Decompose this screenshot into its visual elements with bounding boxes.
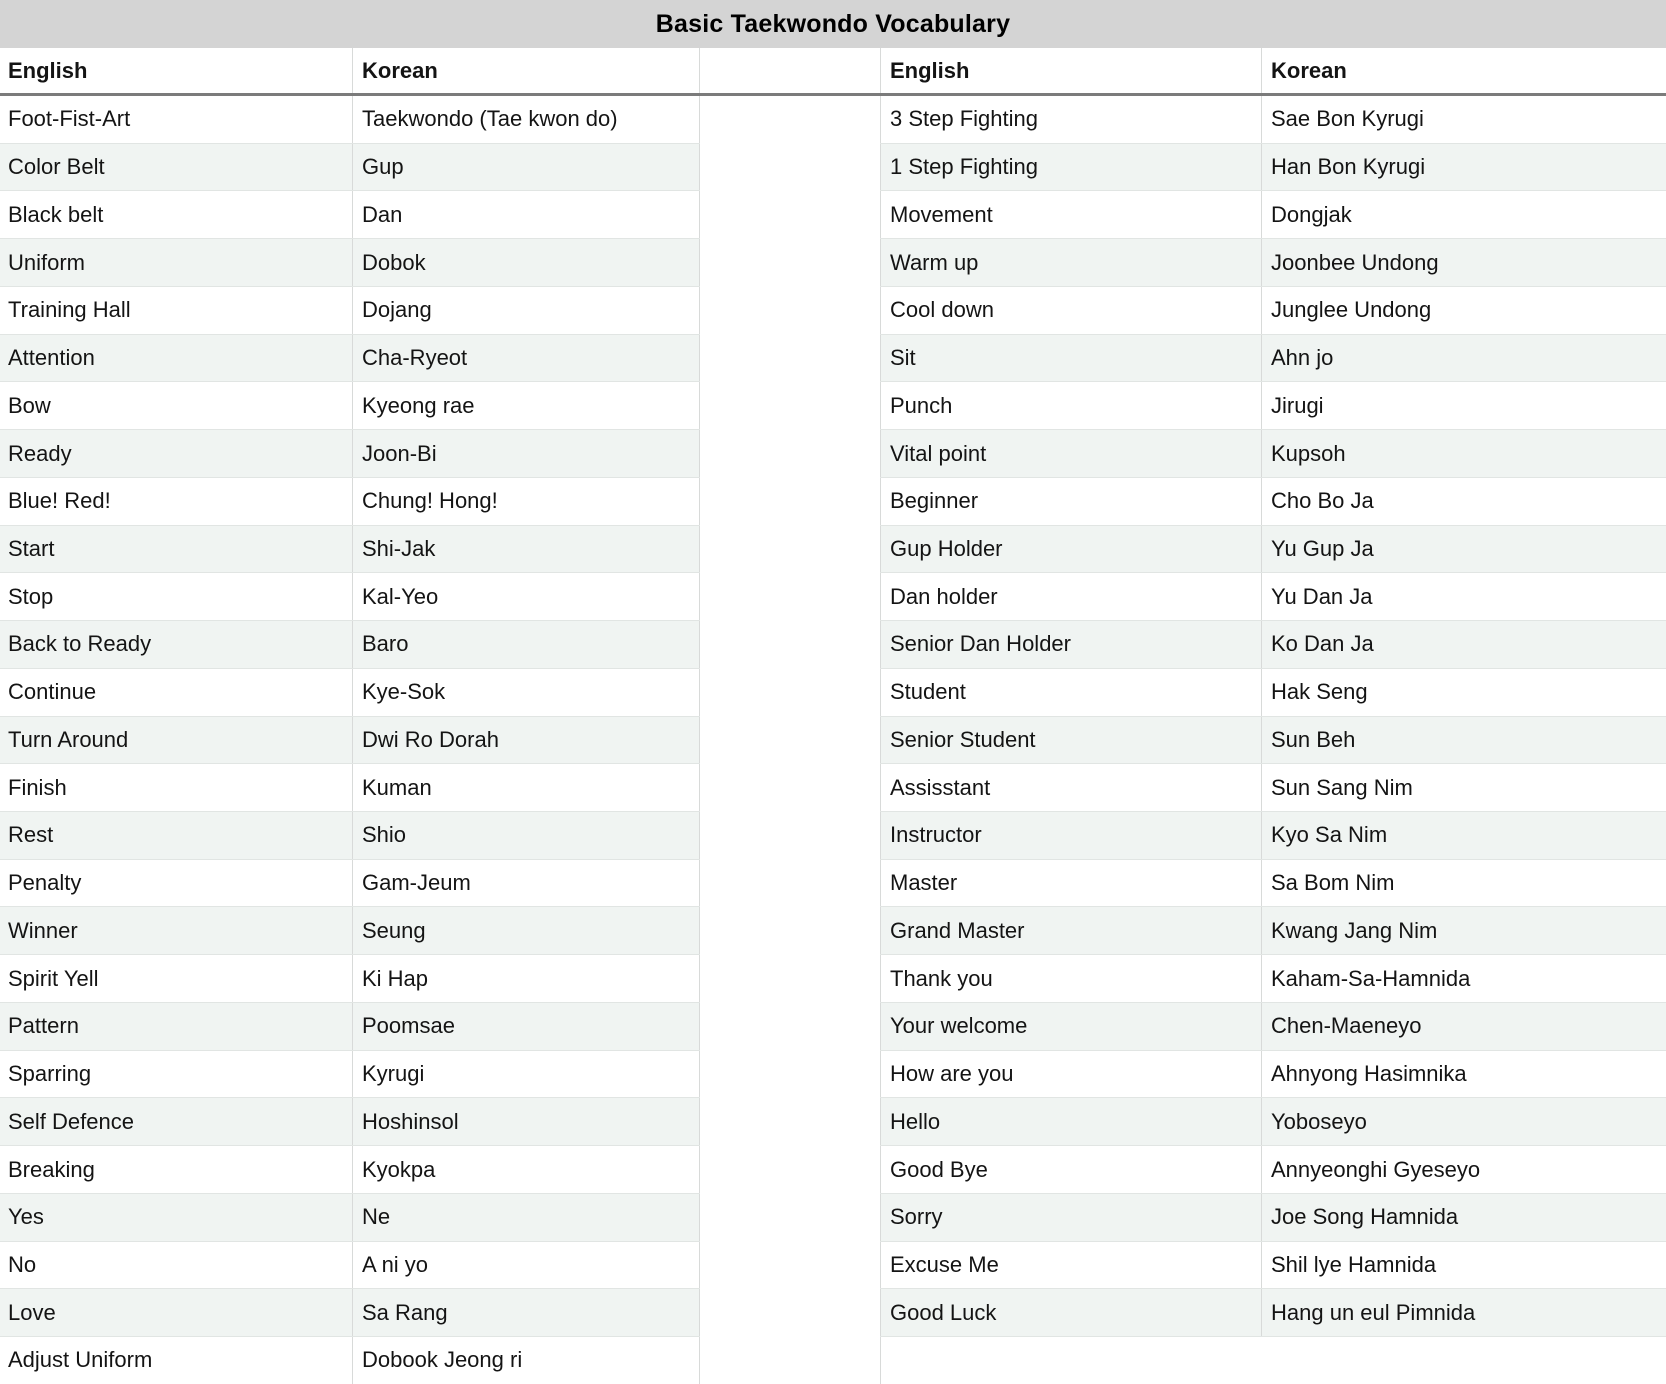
table-row [0, 478, 700, 526]
table-row [880, 144, 1666, 192]
right-column-header-english: English [880, 48, 1261, 93]
english-term-cell: Back to Ready [8, 631, 152, 657]
korean-term-cell: Kyo Sa Nim [1261, 812, 1666, 859]
english-term-cell: Yes [8, 1204, 44, 1230]
korean-term-cell: Shi-Jak [352, 526, 700, 573]
table-row [880, 239, 1666, 287]
table-row [880, 955, 1666, 1003]
table-row [880, 1289, 1666, 1337]
korean-term-cell: Dwi Ro Dorah [352, 717, 700, 764]
right-table [880, 48, 1666, 1384]
table-row [0, 860, 700, 908]
korean-term-cell: Kal-Yeo [352, 573, 700, 620]
table-row [880, 526, 1666, 574]
spacer-header-row [700, 48, 880, 96]
korean-term-cell: Gam-Jeum [352, 860, 700, 907]
korean-term-cell: Yu Dan Ja [1261, 573, 1666, 620]
korean-term-cell: Dongjak [1261, 191, 1666, 238]
table-row [880, 335, 1666, 383]
left-column-header-korean: Korean [352, 48, 700, 93]
table-row [0, 239, 700, 287]
english-term-cell: Bow [8, 392, 51, 418]
english-term-cell: 3 Step Fighting [880, 96, 1261, 143]
left-table-header-row [0, 48, 700, 96]
english-term-cell: Gup Holder [880, 526, 1261, 573]
table-row [880, 1003, 1666, 1051]
korean-term-cell: Sun Sang Nim [1261, 764, 1666, 811]
table-row [0, 144, 700, 192]
korean-term-cell: Annyeonghi Gyeseyo [1261, 1146, 1666, 1193]
korean-term-cell: Junglee Undong [1261, 287, 1666, 334]
english-term-cell: Foot-Fist-Art [8, 106, 131, 132]
korean-term-cell: Han Bon Kyrugi [1261, 144, 1666, 191]
korean-term-cell: Baro [352, 621, 700, 668]
korean-term-cell: Ki Hap [352, 955, 700, 1002]
korean-term-cell: Kuman [352, 764, 700, 811]
table-row [0, 1194, 700, 1242]
right-table-body [880, 96, 1666, 1384]
korean-term-cell: Hoshinsol [352, 1098, 700, 1145]
english-term-cell: Dan holder [880, 573, 1261, 620]
table-row [0, 669, 700, 717]
english-term-cell: Hello [880, 1098, 1261, 1145]
english-term-cell: Adjust Uniform [8, 1347, 153, 1373]
english-term-cell: Warm up [880, 239, 1261, 286]
table-row [880, 1146, 1666, 1194]
table-row [880, 1098, 1666, 1146]
table-row [880, 191, 1666, 239]
english-term-cell: Movement [880, 191, 1261, 238]
korean-term-cell: Kye-Sok [352, 669, 700, 716]
english-term-cell: No [8, 1251, 37, 1277]
korean-term-cell: Joe Song Hamnida [1261, 1194, 1666, 1241]
english-term-cell: Sit [880, 335, 1261, 382]
english-term-cell: How are you [880, 1051, 1261, 1098]
english-term-cell: Senior Dan Holder [880, 621, 1261, 668]
english-term-cell: Vital point [880, 430, 1261, 477]
english-term-cell: Rest [8, 822, 54, 848]
table-row [880, 96, 1666, 144]
korean-term-cell: A ni yo [352, 1242, 700, 1289]
table-row [880, 478, 1666, 526]
english-term-cell [880, 1337, 1261, 1384]
korean-term-cell: Gup [352, 144, 700, 191]
english-term-cell: Ready [8, 440, 72, 466]
korean-term-cell: Yoboseyo [1261, 1098, 1666, 1145]
korean-term-cell: Hak Seng [1261, 669, 1666, 716]
korean-term-cell: Kwang Jang Nim [1261, 907, 1666, 954]
table-title-bar [0, 0, 1666, 48]
english-term-cell: Stop [8, 583, 54, 609]
right-column-header-korean: Korean [1261, 48, 1666, 93]
left-table-body [0, 96, 700, 1384]
korean-term-cell [1261, 1337, 1666, 1384]
table-row [880, 382, 1666, 430]
korean-term-cell: Joonbee Undong [1261, 239, 1666, 286]
korean-term-cell: Sa Rang [352, 1289, 700, 1336]
table-row [880, 764, 1666, 812]
english-term-cell: Grand Master [880, 907, 1261, 954]
english-term-cell: Excuse Me [880, 1242, 1261, 1289]
english-term-cell: Senior Student [880, 717, 1261, 764]
table-row [0, 191, 700, 239]
table-row [0, 907, 700, 955]
table-row [0, 573, 700, 621]
table-row [0, 1098, 700, 1146]
table-row [880, 287, 1666, 335]
english-term-cell: Sorry [880, 1194, 1261, 1241]
english-term-cell: Attention [8, 345, 95, 371]
english-term-cell: Good Bye [880, 1146, 1261, 1193]
korean-term-cell: Yu Gup Ja [1261, 526, 1666, 573]
korean-term-cell: Jirugi [1261, 382, 1666, 429]
korean-term-cell: Sa Bom Nim [1261, 860, 1666, 907]
table-row [0, 1337, 700, 1384]
table-row [880, 621, 1666, 669]
table-row [880, 1194, 1666, 1242]
english-term-cell: Color Belt [8, 154, 105, 180]
table-row [0, 1051, 700, 1099]
english-term-cell: Assisstant [880, 764, 1261, 811]
table-row [880, 430, 1666, 478]
table-row [880, 1337, 1666, 1384]
table-row [0, 1289, 700, 1337]
korean-term-cell: Poomsae [352, 1003, 700, 1050]
english-term-cell: Breaking [8, 1156, 95, 1182]
table-row [0, 287, 700, 335]
table-row [880, 1242, 1666, 1290]
page-title: Basic Taekwondo Vocabulary [655, 9, 1011, 38]
table-row [0, 430, 700, 478]
korean-term-cell: Kyokpa [352, 1146, 700, 1193]
table-row [880, 812, 1666, 860]
table-row [880, 907, 1666, 955]
tables-container [0, 48, 1666, 1384]
table-row [0, 382, 700, 430]
english-term-cell: Thank you [880, 955, 1261, 1002]
korean-term-cell: Dobok [352, 239, 700, 286]
table-row [0, 1242, 700, 1290]
table-row [0, 955, 700, 1003]
korean-term-cell: Dobook Jeong ri [352, 1337, 700, 1384]
english-term-cell: Pattern [8, 1013, 79, 1039]
table-row [0, 764, 700, 812]
english-term-cell: Penalty [8, 870, 82, 896]
korean-term-cell: Seung [352, 907, 700, 954]
korean-term-cell: Kyeong rae [352, 382, 700, 429]
korean-term-cell: Shil lye Hamnida [1261, 1242, 1666, 1289]
english-term-cell: Turn Around [8, 726, 129, 752]
english-term-cell: Uniform [8, 249, 86, 275]
korean-term-cell: Ahnyong Hasimnika [1261, 1051, 1666, 1098]
table-row [0, 812, 700, 860]
english-term-cell: Good Luck [880, 1289, 1261, 1336]
korean-term-cell: Hang un eul Pimnida [1261, 1289, 1666, 1336]
table-row [880, 1051, 1666, 1099]
english-term-cell: Start [8, 535, 55, 561]
table-row [0, 526, 700, 574]
english-term-cell: Blue! Red! [8, 488, 111, 514]
korean-term-cell: Cha-Ryeot [352, 335, 700, 382]
korean-term-cell: Kupsoh [1261, 430, 1666, 477]
english-term-cell: Love [8, 1299, 56, 1325]
english-term-cell: Punch [880, 382, 1261, 429]
english-term-cell: Black belt [8, 201, 104, 227]
table-row [880, 860, 1666, 908]
korean-term-cell: Sun Beh [1261, 717, 1666, 764]
english-term-cell: Beginner [880, 478, 1261, 525]
korean-term-cell: Chen-Maeneyo [1261, 1003, 1666, 1050]
korean-term-cell: Ko Dan Ja [1261, 621, 1666, 668]
table-row [880, 573, 1666, 621]
english-term-cell: Training Hall [8, 297, 131, 323]
right-table-header-row [880, 48, 1666, 96]
english-term-cell: Student [880, 669, 1261, 716]
english-term-cell: Instructor [880, 812, 1261, 859]
table-row [0, 621, 700, 669]
english-term-cell: Sparring [8, 1061, 92, 1087]
table-row [880, 717, 1666, 765]
english-term-cell: Self Defence [8, 1108, 134, 1134]
korean-term-cell: Sae Bon Kyrugi [1261, 96, 1666, 143]
table-row [0, 96, 700, 144]
english-term-cell: 1 Step Fighting [880, 144, 1261, 191]
korean-term-cell: Kyrugi [352, 1051, 700, 1098]
korean-term-cell: Joon-Bi [352, 430, 700, 477]
korean-term-cell: Shio [352, 812, 700, 859]
korean-term-cell: Dojang [352, 287, 700, 334]
korean-term-cell: Ahn jo [1261, 335, 1666, 382]
spacer-column [700, 48, 880, 1384]
table-row [0, 1146, 700, 1194]
table-row [880, 669, 1666, 717]
english-term-cell: Your welcome [880, 1003, 1261, 1050]
english-term-cell: Cool down [880, 287, 1261, 334]
korean-term-cell: Kaham-Sa-Hamnida [1261, 955, 1666, 1002]
english-term-cell: Finish [8, 774, 67, 800]
english-term-cell: Continue [8, 679, 97, 705]
left-table [0, 48, 700, 1384]
english-term-cell: Master [880, 860, 1261, 907]
english-term-cell: Winner [8, 917, 78, 943]
korean-term-cell: Cho Bo Ja [1261, 478, 1666, 525]
korean-term-cell: Ne [352, 1194, 700, 1241]
korean-term-cell: Chung! Hong! [352, 478, 700, 525]
table-row [0, 1003, 700, 1051]
korean-term-cell: Taekwondo (Tae kwon do) [352, 96, 700, 143]
left-column-header-english: English [8, 57, 88, 83]
english-term-cell: Spirit Yell [8, 965, 99, 991]
korean-term-cell: Dan [352, 191, 700, 238]
table-row [0, 717, 700, 765]
table-row [0, 335, 700, 383]
